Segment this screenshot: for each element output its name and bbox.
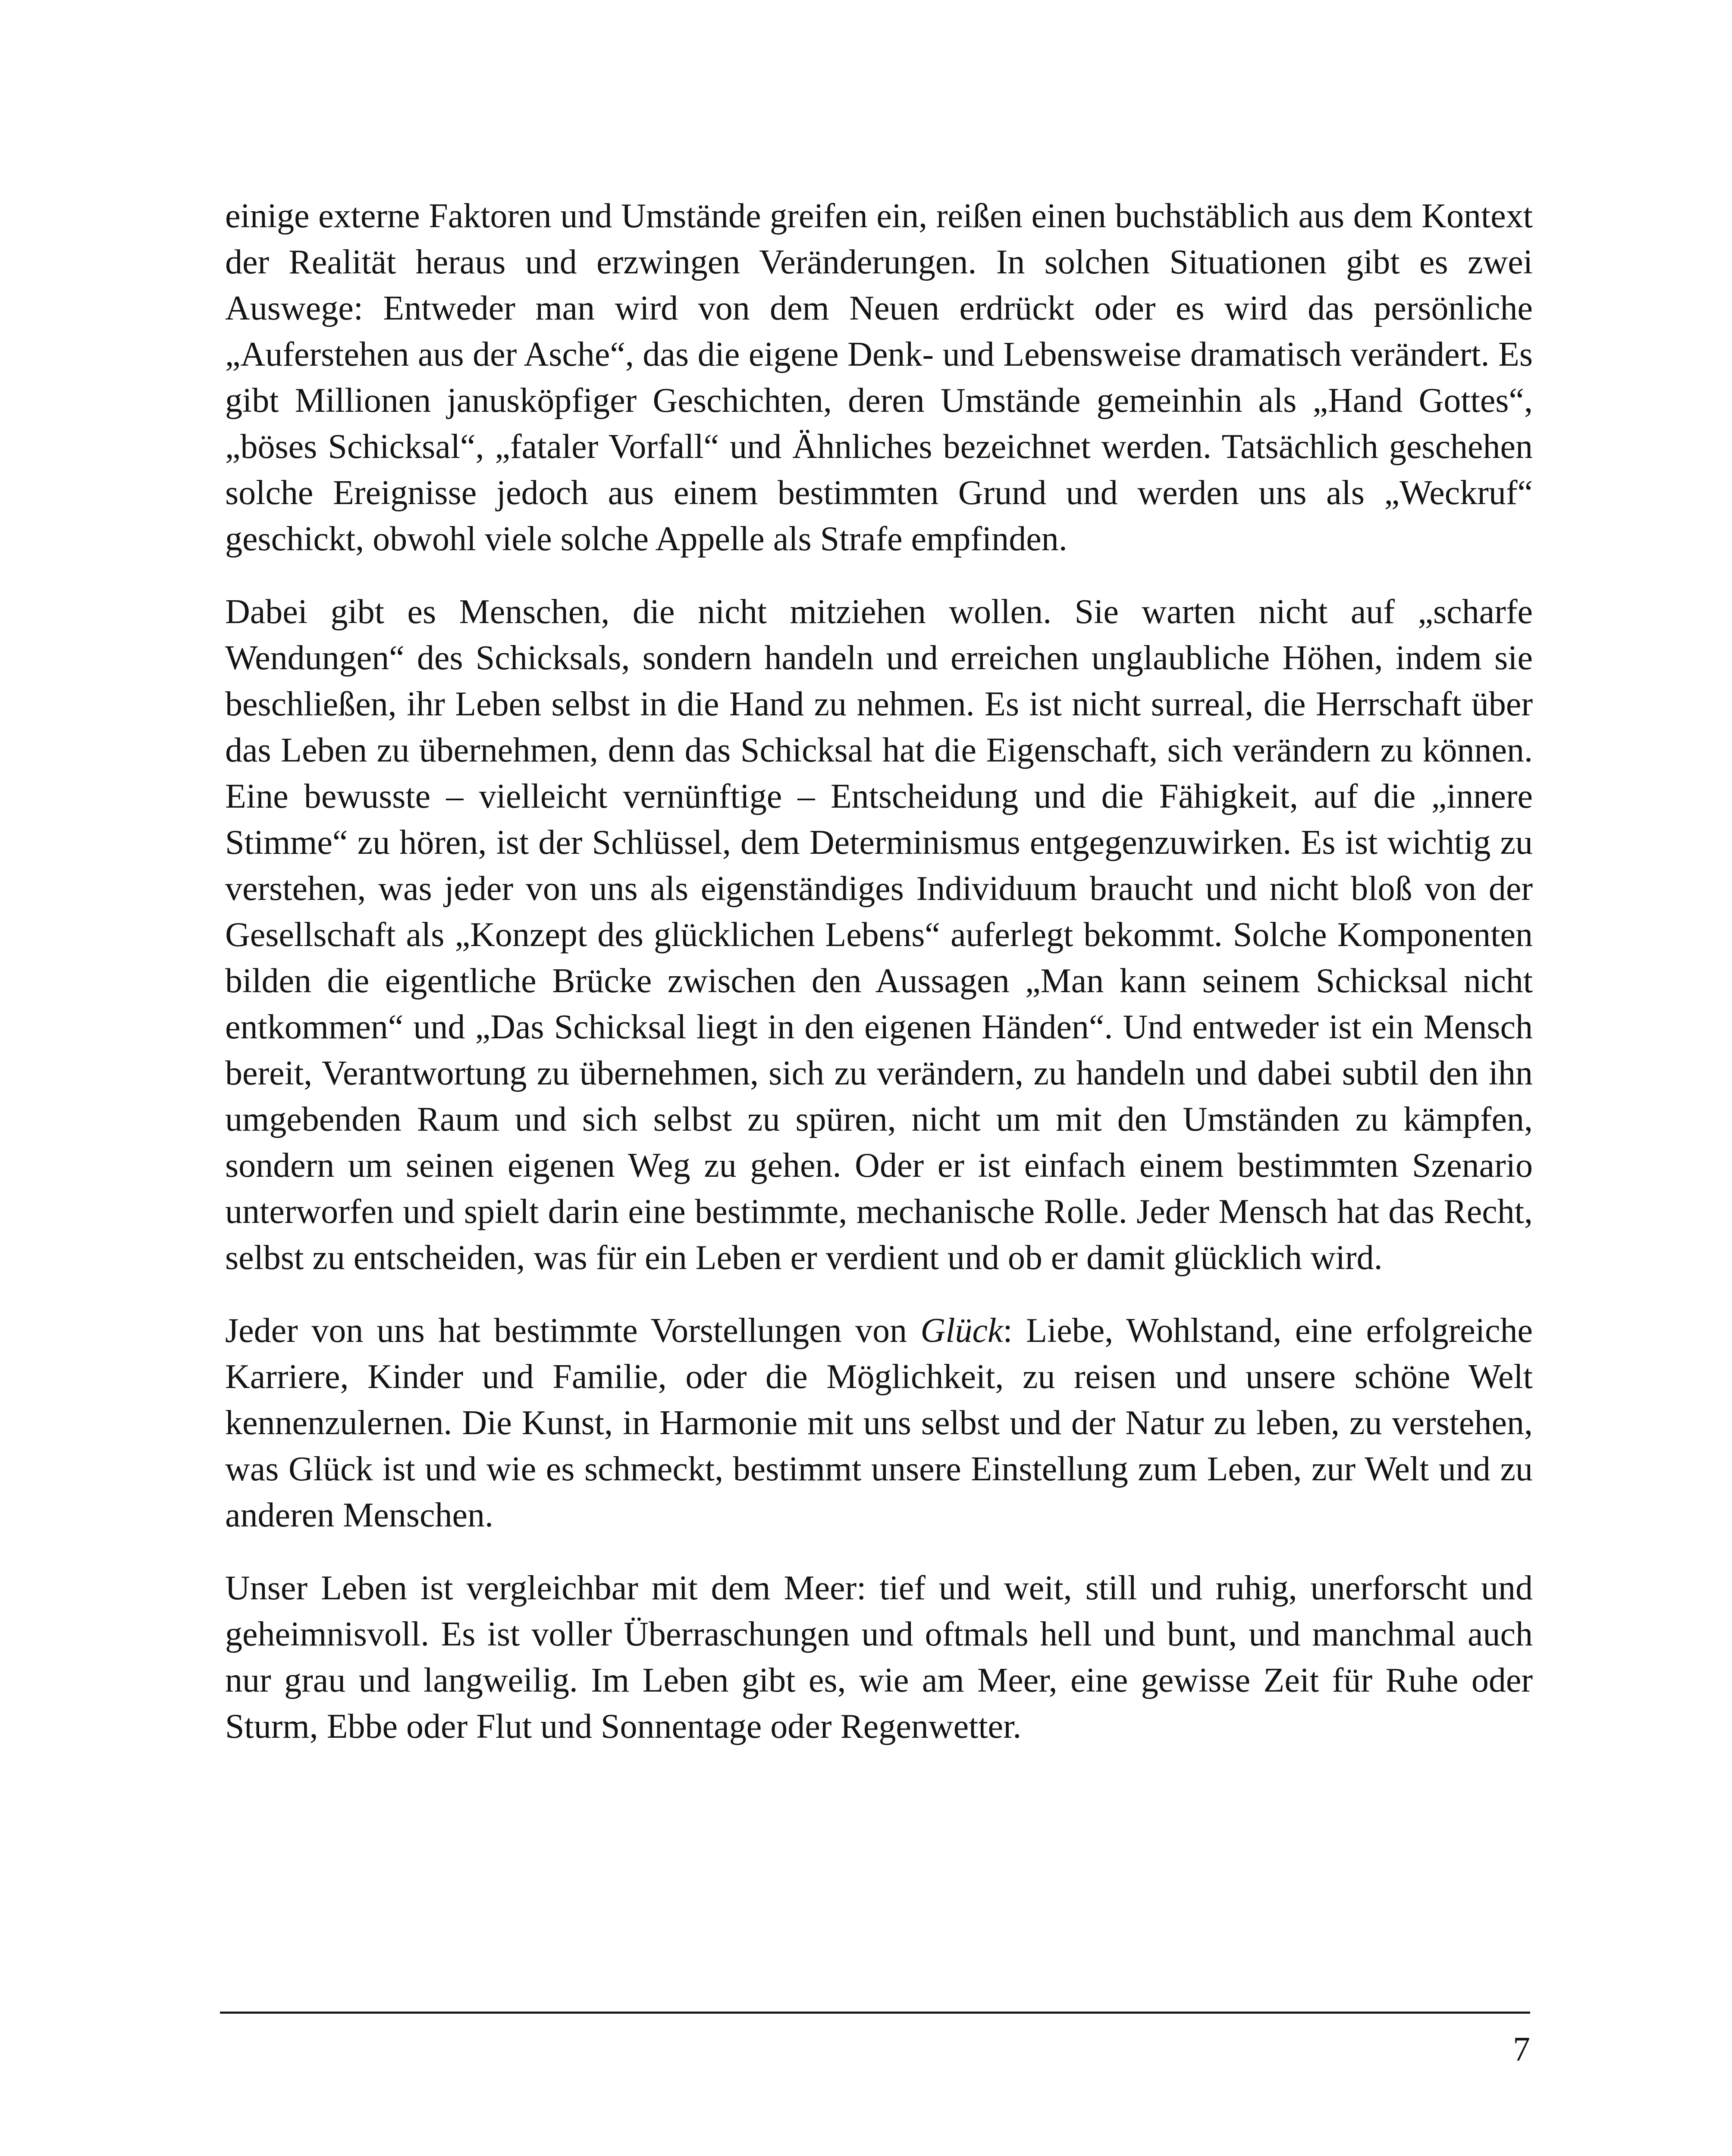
paragraph-text: einige externe Faktoren und Umstände greifen ein, reißen einen buchstäblich aus dem Kontext der Realität heraus und erzwingen Veränderungen. In solchen Situationen gibt es zwei Auswege: Entweder man wird von dem Neuen erdrückt oder es wird das persönliche „Auferstehen aus der Asche“, das die eigene Denk- und Lebensweise dramatisch verändert. Es gibt Millionen janusköpfiger Geschichten, deren Umstände gemeinhin als „Hand Gottes“, „böses Schicksal“, „fataler Vorfall“ und Ähnliches bezeichnet werden. Tatsächlich geschehen solche Ereignisse jedoch aus einem bestimmten Grund und werden uns als „Weckruf“ geschickt, obwohl viele solche Appelle als Strafe empfinden.: [225, 197, 1533, 558]
paragraph-2: [225, 589, 1533, 1281]
paragraph-text: Unser Leben ist vergleichbar mit dem Meer: tief und weit, still und ruhig, unerforscht und geheimnisvoll. Es ist voller Überraschungen und oftmals hell und bunt, und manchmal auch nur grau und langweilig. Im Leben gibt es, wie am Meer, eine gewisse Zeit für Ruhe oder Sturm, Ebbe oder Flut und Sonnentage oder Regenwetter.: [225, 1569, 1533, 1745]
page-number: 7: [1513, 2031, 1530, 2068]
paragraph-3: [225, 1308, 1533, 1539]
paragraph-text: Jeder von uns hat bestimmte Vorstellungen von: [225, 1312, 921, 1350]
paragraph-text: : Liebe, Wohlstand, eine erfolgreiche Karriere, Kinder und Familie, oder die Möglichkeit, zu reisen und unsere schöne Welt kennenzulernen. Die Kunst, in Harmonie mit uns selbst und der Natur zu leben, zu verstehen, was Glück ist und wie es schmeckt, bestimmt unsere Einstellung zum Leben, zur Welt und zu anderen Menschen.: [225, 1312, 1533, 1534]
paragraph-1: [225, 193, 1533, 562]
emphasized-word: Glück: [920, 1312, 1003, 1350]
page-body: [225, 193, 1533, 1750]
paragraph-4: [225, 1565, 1533, 1750]
footer-divider: [220, 2012, 1530, 2014]
paragraph-text: Dabei gibt es Menschen, die nicht mitziehen wollen. Sie warten nicht auf „scharfe Wendungen“ des Schicksals, sondern handeln und erreichen unglaubliche Höhen, indem sie beschließen, ihr Leben selbst in die Hand zu nehmen. Es ist nicht surreal, die Herrschaft über das Leben zu übernehmen, denn das Schicksal hat die Eigenschaft, sich verändern zu können. Eine bewusste – vielleicht vernünftige – Entscheidung und die Fähigkeit, auf die „innere Stimme“ zu hören, ist der Schlüssel, dem Determinismus entgegenzuwirken. Es ist wichtig zu verstehen, was jeder von uns als eigenständiges Individuum braucht und nicht bloß von der Gesellschaft als „Konzept des glücklichen Lebens“ auferlegt bekommt. Solche Komponenten bilden die eigentliche Brücke zwischen den Aussagen „Man kann seinem Schicksal nicht entkommen“ und „Das Schicksal liegt in den eigenen Händen“. Und entweder ist ein Mensch bereit, Verantwortung zu übernehmen, sich zu verändern, zu handeln und dabei subtil den ihn umgebenden Raum und sich selbst zu spüren, nicht um mit den Umständen zu kämpfen, sondern um seinen eigenen Weg zu gehen. Oder er ist einfach einem bestimmten Szenario unterworfen und spielt darin eine bestimmte, mechanische Rolle. Jeder Mensch hat das Recht, selbst zu entscheiden, was für ein Leben er verdient und ob er damit glücklich wird.: [225, 593, 1533, 1277]
